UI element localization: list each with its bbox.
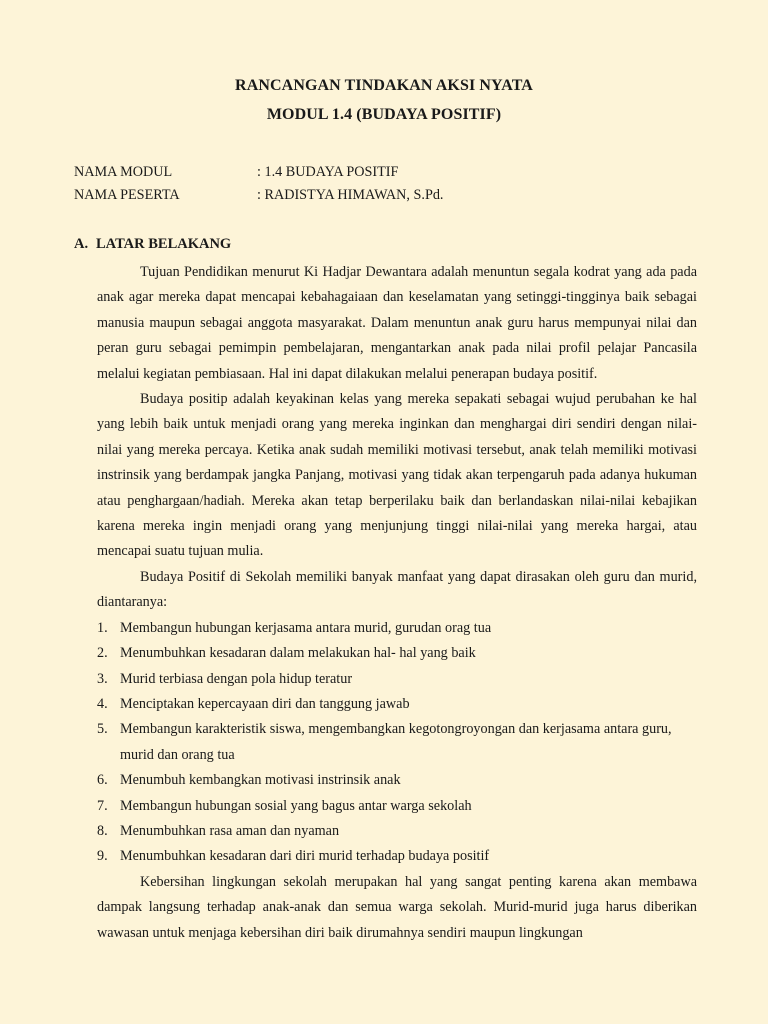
list-text: Murid terbiasa dengan pola hidup teratur — [120, 670, 353, 687]
list-item — [97, 844, 697, 869]
list-item — [97, 717, 697, 768]
paragraph: Budaya positip adalah keyakinan kelas yang mereka sepakati sebagai wujud perubahan ke hal yang lebih baik untuk menjadi orang yang mereka inginkan dan menghargai diri sendiri dengan nilai-nilai yang mereka percaya. Ketika anak sudah memiliki motivasi tersebut, anak telah memiliki motivasi instrinsik yang berdampak jangka Panjang, motivasi yang tidak akan terpengaruh pada adanya hukuman atau penghargaan/hadiah. Mereka akan tetap berperilaku baik dan berlandaskan nilai-nilai kebajikan karena mereka ingin menjadi orang yang menjunjung tinggi nilai-nilai yang mereka hargai, atau mencapai suatu tujuan mulia. — [97, 391, 697, 560]
paragraph: Budaya Positif di Sekolah memiliki banyak manfaat yang dapat dirasakan oleh guru dan murid, diantaranya: — [97, 568, 697, 611]
list-item — [97, 819, 697, 844]
info-row-module — [74, 164, 694, 184]
list-number: 6. — [97, 772, 108, 789]
info-label: NAMA PESERTA — [74, 187, 180, 203]
list-number: 1. — [97, 619, 108, 636]
list-text: Membangun hubungan kerjasama antara murid, gurudan orag tua — [120, 619, 492, 636]
info-label: NAMA MODUL — [74, 164, 173, 180]
list-text: Menciptakan kepercayaan diri dan tanggung jawab — [120, 695, 410, 712]
list-text: Membangun karakteristik siswa, mengembangkan kegotongroyongan dan kerjasama antara guru, murid dan orang tua — [120, 721, 672, 763]
benefit-list — [97, 616, 697, 870]
section-heading — [74, 236, 231, 253]
list-number: 5. — [97, 721, 108, 738]
document-subtitle: MODUL 1.4 (BUDAYA POSITIF) — [266, 106, 502, 123]
list-number: 7. — [97, 797, 108, 814]
info-value: : 1.4 BUDAYA POSITIF — [257, 164, 399, 180]
section-body — [97, 260, 697, 946]
list-text: Menumbuhkan kesadaran dari diri murid terhadap budaya positif — [120, 848, 490, 865]
list-item — [97, 667, 697, 692]
list-text: Menumbuhkan kesadaran dalam melakukan hal- hal yang baik — [120, 645, 476, 662]
info-value: : RADISTYA HIMAWAN, S.Pd. — [257, 187, 444, 203]
list-item — [97, 768, 697, 793]
paragraph: Tujuan Pendidikan menurut Ki Hadjar Dewantara adalah menuntun segala kodrat yang ada pada anak agar mereka dapat mencapai kebahagaiaan dan keselamatan yang setinggi-tingginya baik sebagai manusia maupun sebagai anggota masyarakat. Dalam menuntun anak guru harus mempunyai nilai dan peran guru sebagai pemimpin pembelajaran, mengantarkan anak pada nilai profil pelajar Pancasila melalui kegiatan pembiasaan. Hal ini dapat dilakukan melalui penerapan budaya positif. — [97, 264, 697, 382]
list-number: 2. — [97, 645, 108, 662]
section-number: A. — [74, 236, 89, 252]
list-item — [97, 692, 697, 717]
paragraph: Kebersihan lingkungan sekolah merupakan hal yang sangat penting karena akan membawa dampak langsung terhadap anak-anak dan semua warga sekolah. Murid-murid juga harus diberikan wawasan untuk menjaga kebersihan diri baik dirumahnya sendiri maupun lingkungan — [97, 873, 697, 941]
document-title: RANCANGAN TINDAKAN AKSI NYATA — [235, 77, 533, 94]
list-number: 3. — [97, 670, 108, 687]
list-item — [97, 641, 697, 666]
list-text: Menumbuhkan rasa aman dan nyaman — [120, 822, 340, 839]
list-number: 9. — [97, 848, 108, 865]
info-row-participant — [74, 187, 694, 207]
list-item — [97, 794, 697, 819]
list-number: 8. — [97, 822, 108, 839]
list-text: Menumbuh kembangkan motivasi instrinsik anak — [120, 772, 401, 789]
list-number: 4. — [97, 695, 108, 712]
section-title: LATAR BELAKANG — [96, 236, 232, 252]
list-item — [97, 616, 697, 641]
list-text: Membangun hubungan sosial yang bagus antar warga sekolah — [120, 797, 472, 814]
